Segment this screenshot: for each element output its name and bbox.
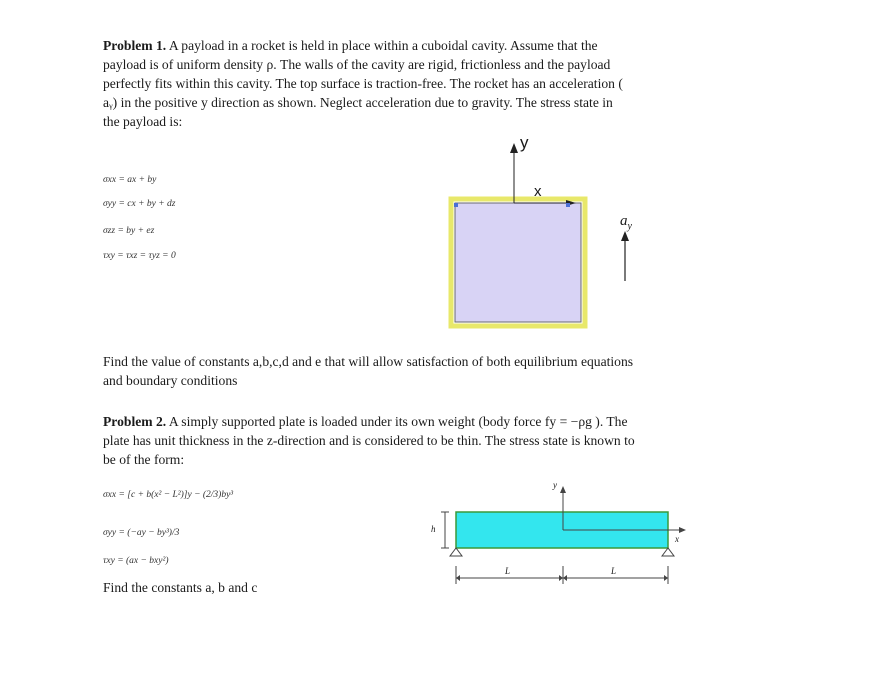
problem1-line3: perfectly fits within this cavity. The top surface is traction-free. The rocket has an acceleration ( xyxy=(103,76,623,91)
problem2-line3: be of the form: xyxy=(103,452,185,467)
problem1-line2: payload is of uniform density ρ. The walls of the cavity are rigid, frictionless and the payload xyxy=(103,57,611,72)
problem2-line1: Problem 2. A simply supported plate is loaded under its own weight (body force fy = −ρg ). The xyxy=(103,414,628,429)
cavity-diagram xyxy=(440,135,670,340)
problem2-heading: Problem 2. xyxy=(103,414,167,429)
problem1-eq-syy: σyy = cx + by + dz xyxy=(103,199,176,209)
problem1-question-line1: Find the value of constants a,b,c,d and e that will allow satisfaction of both equilibrium equations xyxy=(103,354,634,369)
problem1-line1: Problem 1. A payload in a rocket is held in place within a cuboidal cavity. Assume that the xyxy=(103,38,598,53)
accel-label: $a_y$ xyxy=(620,213,632,232)
l-right-label: L xyxy=(611,566,617,576)
payload-block xyxy=(455,203,581,322)
y-axis-arrowhead xyxy=(510,143,518,153)
plate-diagram xyxy=(425,478,695,588)
corner-marker-left xyxy=(454,203,458,207)
x-axis-label: x xyxy=(534,183,542,200)
problem1-figure xyxy=(440,135,670,340)
accel-arrowhead xyxy=(621,231,629,241)
corner-marker-right xyxy=(566,203,570,207)
plate-y-label: y xyxy=(553,480,557,490)
problem2-question: Find the constants a, b and c xyxy=(103,580,258,595)
problem1-eq-shear: τxy = τxz = τyz = 0 xyxy=(103,251,176,261)
problem1-eq-sxx: σxx = ax + by xyxy=(103,175,157,185)
problem1-line5: the payload is: xyxy=(103,114,183,129)
l-left-label: L xyxy=(505,566,511,576)
problem2-line2: plate has unit thickness in the z-direction and is considered to be thin. The stress state is known to xyxy=(103,433,635,448)
plate-y-arrowhead xyxy=(560,486,566,493)
problem1-heading: Problem 1. xyxy=(103,38,167,53)
problem1-question-line2: and boundary conditions xyxy=(103,373,238,388)
problem2-eq-txy: τxy = (ax − bxy²) xyxy=(103,556,169,566)
problem1-text xyxy=(103,36,783,131)
plate-x-label: x xyxy=(675,534,679,544)
problem2-eq-syy: σyy = (−ay − by³)/3 xyxy=(103,528,180,538)
left-support xyxy=(450,548,462,556)
problem2-eq-sxx: σxx = [c + b(x² − L²)]y − (2/3)by³ xyxy=(103,490,234,500)
right-support xyxy=(662,548,674,556)
problem2-text xyxy=(103,412,783,469)
plate-x-arrowhead xyxy=(679,527,686,533)
problem1-eq-szz: σzz = by + ez xyxy=(103,226,155,236)
y-axis-label: y xyxy=(520,133,529,152)
plate-h-label: h xyxy=(431,524,436,534)
problem2-figure xyxy=(425,478,695,588)
problem1-question xyxy=(103,352,783,390)
problem1-line4: aᵧ) in the positive y direction as shown. Neglect acceleration due to gravity. The stress state in xyxy=(103,95,613,110)
